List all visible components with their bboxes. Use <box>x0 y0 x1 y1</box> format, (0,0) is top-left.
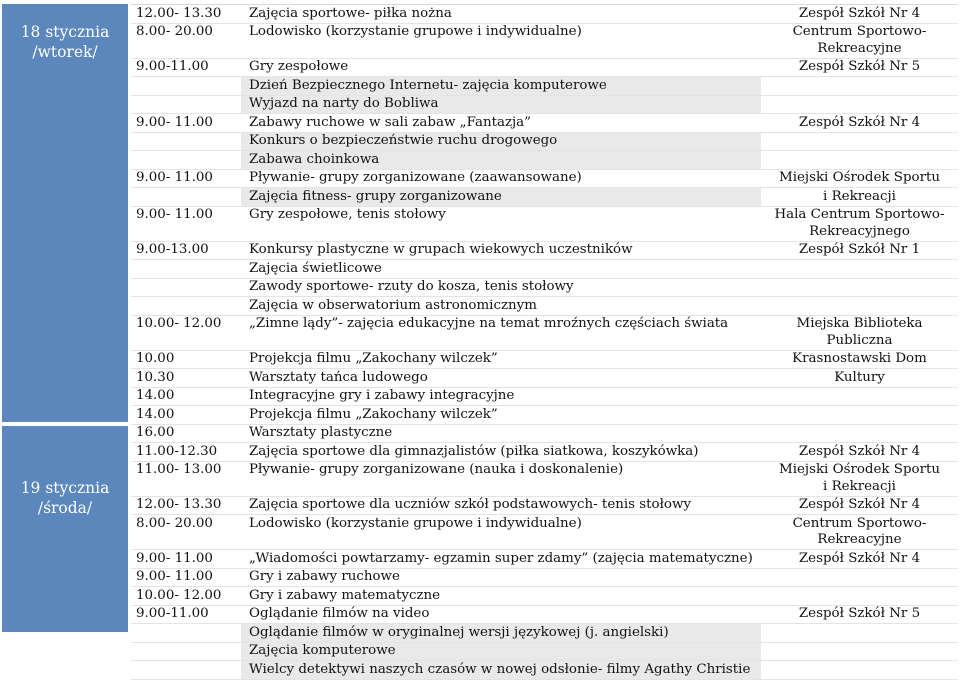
place-cell <box>761 351 958 369</box>
time-cell <box>131 151 241 169</box>
table-row <box>131 316 958 351</box>
place-cell <box>761 207 958 241</box>
time-cell <box>131 279 241 297</box>
place-line: Zespół Szkół Nr 5 <box>798 606 921 621</box>
table-row <box>131 170 958 189</box>
table-row <box>131 96 958 115</box>
activity-cell: Lodowisko (korzystanie grupowe i indywidualne) <box>249 515 582 531</box>
table-row <box>131 133 958 152</box>
place-line: i Rekreacji <box>823 188 896 204</box>
place-line: i Rekreacji <box>823 478 896 494</box>
table-row <box>131 443 958 462</box>
place-cell <box>761 316 958 350</box>
activity-cell: Zajęcia fitness- grupy zorganizowane <box>241 188 761 206</box>
place-line: Zespół Szkół Nr 4 <box>798 114 921 130</box>
time-cell: 14.00 <box>136 406 175 422</box>
activity-cell: Wielcy detektywi naszych czasów w nowej odsłonie- filmy Agathy Christie <box>241 661 761 679</box>
day-label-2 <box>2 478 128 518</box>
day-weekday: /środa/ <box>37 499 93 517</box>
place-line: Centrum Sportowo- <box>792 24 927 39</box>
time-cell: 9.00-11.00 <box>136 606 209 621</box>
table-row <box>131 406 958 425</box>
activity-cell: Zajęcia świetlicowe <box>249 260 382 276</box>
activity-cell: Zajęcia komputerowe <box>241 643 761 661</box>
activity-cell: Zajęcia w obserwatorium astronomicznym <box>249 297 537 313</box>
schedule-table <box>131 4 958 680</box>
place-cell <box>761 260 958 278</box>
table-row <box>131 497 958 516</box>
activity-cell: Zajęcia sportowe dla gimnazjalistów (piłka siatkowa, koszykówka) <box>249 443 699 459</box>
place-line: Rekreacyjne <box>817 532 902 547</box>
place-line: Rekreacyjnego <box>809 223 910 239</box>
place-cell <box>761 606 958 624</box>
place-cell <box>761 569 958 587</box>
time-cell <box>131 188 241 206</box>
place-line: Zespół Szkół Nr 5 <box>798 59 921 74</box>
place-cell <box>761 388 958 406</box>
time-cell: 14.00 <box>136 388 175 403</box>
time-cell <box>131 643 241 661</box>
activity-cell: „Wiadomości powtarzamy- egzamin super zdamy” (zajęcia matematyczne) <box>249 550 753 566</box>
place-cell <box>761 297 958 315</box>
table-row <box>131 515 958 550</box>
place-line: Zespół Szkół Nr 4 <box>798 443 921 459</box>
table-row <box>131 24 958 59</box>
day-date: 18 stycznia <box>20 23 110 41</box>
place-cell <box>761 242 958 260</box>
time-cell <box>131 624 241 642</box>
activity-cell: Zabawy ruchowe w sali zabaw „Fantazja” <box>249 114 532 130</box>
time-cell: 12.00- 13.30 <box>136 5 222 21</box>
time-cell: 9.00- 11.00 <box>136 207 213 222</box>
table-row <box>131 59 958 78</box>
time-cell <box>131 133 241 151</box>
activity-cell: Gry zespołowe <box>249 59 349 74</box>
table-row <box>131 550 958 569</box>
time-cell: 11.00-12.30 <box>136 443 218 459</box>
activity-cell: Gry zespołowe, tenis stołowy <box>249 207 446 222</box>
time-cell: 10.30 <box>136 369 175 385</box>
place-line: Hala Centrum Sportowo- <box>774 207 945 222</box>
activity-cell: Dzień Bezpiecznego Internetu- zajęcia komputerowe <box>241 77 761 95</box>
table-row <box>131 425 958 444</box>
time-cell: 8.00- 20.00 <box>136 24 213 39</box>
place-line: Zespół Szkół Nr 4 <box>798 497 921 512</box>
place-line: Miejska Biblioteka <box>796 316 923 331</box>
time-cell: 9.00- 11.00 <box>136 114 213 130</box>
time-cell <box>131 661 241 679</box>
place-cell <box>761 515 958 549</box>
place-cell <box>761 59 958 77</box>
table-row <box>131 279 958 298</box>
time-cell: 8.00- 20.00 <box>136 515 213 531</box>
time-cell <box>131 297 241 315</box>
activity-cell: Konkursy plastyczne w grupach wiekowych uczestników <box>249 242 633 257</box>
place-cell <box>761 114 958 132</box>
place-cell <box>761 406 958 424</box>
table-row <box>131 569 958 588</box>
table-row <box>131 207 958 242</box>
place-cell <box>761 369 958 387</box>
place-line: Zespół Szkół Nr 4 <box>798 550 921 566</box>
day-label-1 <box>2 22 128 62</box>
activity-cell: Gry i zabawy matematyczne <box>249 587 441 603</box>
place-cell <box>761 587 958 605</box>
activity-cell: Zajęcia sportowe- piłka nożna <box>249 5 452 21</box>
time-cell: 10.00- 12.00 <box>136 587 222 603</box>
place-cell <box>761 624 958 642</box>
table-row <box>131 388 958 407</box>
time-cell <box>131 77 241 95</box>
time-cell: 10.00 <box>136 351 175 366</box>
activity-cell: Warsztaty plastyczne <box>249 425 393 440</box>
activity-cell: Projekcja filmu „Zakochany wilczek” <box>249 351 498 366</box>
time-cell: 16.00 <box>136 425 175 440</box>
table-row <box>131 351 958 370</box>
place-cell <box>761 96 958 114</box>
table-row <box>131 661 958 680</box>
place-line: Publiczna <box>826 332 893 348</box>
table-row <box>131 151 958 170</box>
place-cell <box>761 133 958 151</box>
place-line: Miejski Ośrodek Sportu <box>779 170 940 185</box>
table-row <box>131 462 958 497</box>
table-row <box>131 260 958 279</box>
table-row <box>131 114 958 133</box>
table-row <box>131 5 958 24</box>
time-cell <box>131 260 241 278</box>
time-cell: 9.00- 11.00 <box>136 550 213 566</box>
activity-cell: Pływanie- grupy zorganizowane (nauka i doskonalenie) <box>249 462 624 477</box>
place-line: Rekreacyjne <box>817 40 902 56</box>
place-cell <box>761 5 958 23</box>
place-cell <box>761 279 958 297</box>
time-cell <box>131 96 241 114</box>
date-column-day-2 <box>2 426 128 632</box>
time-cell: 9.00-11.00 <box>136 59 209 74</box>
day-weekday: /wtorek/ <box>32 43 98 61</box>
time-cell: 11.00- 13.00 <box>136 462 222 477</box>
time-cell: 12.00- 13.30 <box>136 497 222 512</box>
table-row <box>131 77 958 96</box>
activity-cell: Pływanie- grupy zorganizowane (zaawansowane) <box>249 170 582 185</box>
place-cell <box>761 77 958 95</box>
activity-cell: Wyjazd na narty do Bobliwa <box>241 96 761 114</box>
activity-cell: Lodowisko (korzystanie grupowe i indywidualne) <box>249 24 582 39</box>
activity-cell: Zabawa choinkowa <box>241 151 761 169</box>
activity-cell: „Zimne lądy”- zajęcia edukacyjne na temat mroźnych częściach świata <box>249 316 729 331</box>
table-row <box>131 587 958 606</box>
table-row <box>131 242 958 261</box>
place-line: Krasnostawski Dom <box>792 351 927 366</box>
time-cell: 9.00- 11.00 <box>136 569 213 584</box>
place-line: Kultury <box>834 369 885 385</box>
table-row <box>131 643 958 662</box>
place-line: Zespół Szkół Nr 1 <box>798 242 921 257</box>
activity-cell: Integracyjne gry i zabawy integracyjne <box>249 388 515 403</box>
place-line: Miejski Ośrodek Sportu <box>779 462 940 477</box>
activity-cell: Projekcja filmu „Zakochany wilczek” <box>249 406 498 422</box>
time-cell: 9.00-13.00 <box>136 242 209 257</box>
day-date: 19 stycznia <box>20 479 110 497</box>
place-cell <box>761 661 958 679</box>
time-cell: 10.00- 12.00 <box>136 316 222 331</box>
table-row <box>131 188 958 207</box>
place-cell <box>761 188 958 206</box>
place-cell <box>761 643 958 661</box>
place-cell <box>761 425 958 443</box>
place-cell <box>761 550 958 568</box>
activity-cell: Oglądanie filmów na video <box>249 606 430 621</box>
activity-cell: Zajęcia sportowe dla uczniów szkół podstawowych- tenis stołowy <box>249 497 692 512</box>
place-cell <box>761 151 958 169</box>
table-row <box>131 624 958 643</box>
time-cell: 9.00- 11.00 <box>136 170 213 185</box>
activity-cell: Warsztaty tańca ludowego <box>249 369 428 385</box>
activity-cell: Konkurs o bezpieczeństwie ruchu drogowego <box>241 133 761 151</box>
place-line: Centrum Sportowo- <box>792 515 927 531</box>
place-cell <box>761 443 958 461</box>
place-cell <box>761 497 958 515</box>
table-row <box>131 606 958 625</box>
date-column-day-1 <box>2 4 128 422</box>
activity-cell: Gry i zabawy ruchowe <box>249 569 400 584</box>
table-row <box>131 369 958 388</box>
activity-cell: Oglądanie filmów w oryginalnej wersji językowej (j. angielski) <box>241 624 761 642</box>
place-cell <box>761 24 958 58</box>
place-cell <box>761 462 958 496</box>
place-cell <box>761 170 958 188</box>
table-row <box>131 297 958 316</box>
place-line: Zespół Szkół Nr 4 <box>798 5 921 21</box>
activity-cell: Zawody sportowe- rzuty do kosza, tenis stołowy <box>249 279 574 294</box>
